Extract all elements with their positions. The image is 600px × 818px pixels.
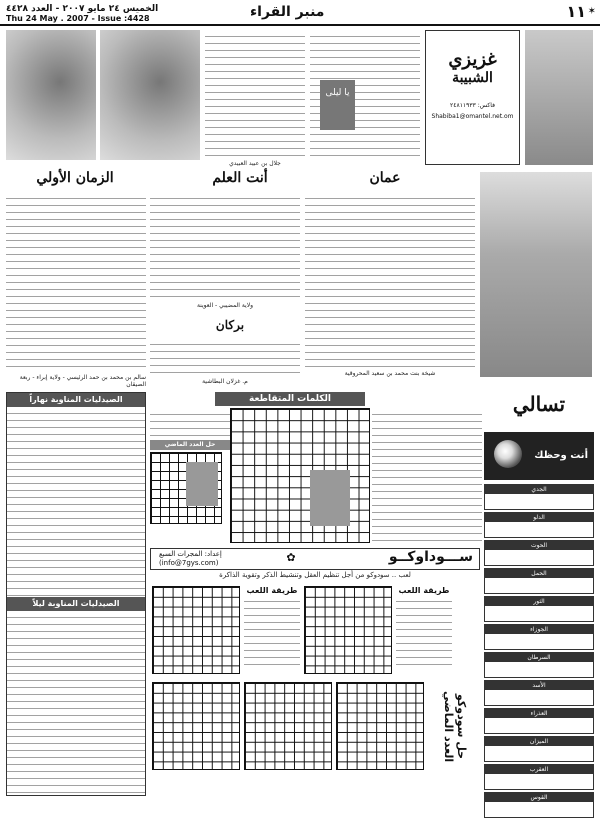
ghazzi-email: Shabiba1@omantel.net.om xyxy=(431,113,514,120)
horoscope-label: الجدي xyxy=(485,485,593,494)
horoscope-label: الأسد xyxy=(485,681,593,690)
zaman-text xyxy=(6,192,146,372)
pharmacy-day-title: الصيدليات المناوبة نهاراً xyxy=(7,393,145,407)
horoscope-athra xyxy=(484,708,594,734)
date-english: Thu 24 May . 2007 - Issue :4428 xyxy=(6,14,150,23)
ghazzi-box xyxy=(425,30,520,165)
photo-tree-right xyxy=(100,30,200,160)
ghazzi-fax: فاكس: ٢٤٨١١٩٣٣ xyxy=(450,102,495,109)
zaman-author: سالم بن محمد بن حمد الرئيسي - ولاية إبراء - ربعة الصيقان xyxy=(19,374,146,388)
ghazzi-image xyxy=(525,30,593,165)
horoscope-label: الجوزاء xyxy=(485,625,593,634)
horoscope-label: الثور xyxy=(485,597,593,606)
crossword-solution-title: حل العدد الماضي xyxy=(150,440,230,450)
crossword-title: الكلمات المتقاطعة xyxy=(215,392,365,406)
pharmacy-night-list xyxy=(7,611,145,795)
sudoku-method-label-2: طريقة اللعب xyxy=(398,586,450,595)
horoscope-jadi xyxy=(484,484,594,510)
sudoku-method-label-1: طريقة اللعب xyxy=(246,586,298,595)
sudoku-method-2 xyxy=(396,586,452,674)
sudoku-grid-1[interactable] xyxy=(152,586,240,674)
leila-badge xyxy=(320,80,355,130)
zaman-title: الزمان الأولي xyxy=(36,170,114,186)
horoscope-label: القوس xyxy=(485,793,593,802)
sudoku-logo-icon: ✿ xyxy=(286,551,296,564)
horoscope-asad xyxy=(484,680,594,706)
tasali-sub: أنت وحظك xyxy=(534,450,588,461)
fort-image xyxy=(480,172,592,377)
sudoku-method-1 xyxy=(244,586,300,674)
horoscope-mizan xyxy=(484,736,594,762)
crossword-clues-right xyxy=(372,408,482,543)
ghazzi-subtitle: الشبيبة xyxy=(452,70,493,86)
you-author: ولاية المضيبي - العوينة xyxy=(196,302,254,309)
sudoku-method-text-2 xyxy=(396,595,452,671)
oman-author: شيخة بنت محمد بن سعيد المحروقية xyxy=(344,370,436,377)
horoscope-label: الدلو xyxy=(485,513,593,522)
section-title: منبر القراء xyxy=(250,4,325,20)
horoscope-label: السرطان xyxy=(485,653,593,662)
pharmacy-night-title: الصيدليات المناوبة ليلاً xyxy=(7,597,145,611)
moon-icon xyxy=(494,440,522,468)
star-icon: ✶ xyxy=(587,6,596,17)
sudoku-prep: إعداد: المجرات السبع xyxy=(159,550,222,558)
horoscope-column xyxy=(484,484,594,801)
sudoku-grid-2[interactable] xyxy=(304,586,392,674)
oman-text xyxy=(305,192,475,368)
volcano-author: م. غزلان البطاشية xyxy=(202,378,248,385)
horoscope-aqrab xyxy=(484,764,594,790)
horoscope-label: الحوت xyxy=(485,541,593,550)
sudoku-tagline: لعب .. سودوكو من أجل تنظيم العقل وتنشيط الذكر وتقوية الذاكرة xyxy=(219,571,411,579)
horoscope-label: العذراء xyxy=(485,709,593,718)
sudoku-method-text-1 xyxy=(244,595,300,671)
page-number: ١١ xyxy=(566,2,586,21)
you-title: أنت العلم xyxy=(212,170,268,186)
horoscope-saratan xyxy=(484,652,594,678)
sudoku-email: (info@7gys.com) xyxy=(159,559,219,567)
leila-tagline: يا ليلى xyxy=(325,88,350,98)
volcano-title: بركان xyxy=(215,318,245,332)
portrait-crossword xyxy=(310,470,350,526)
sudoku-header xyxy=(150,548,480,570)
horoscope-thawr xyxy=(484,596,594,622)
oman-title: عمان xyxy=(369,170,401,186)
horoscope-haml xyxy=(484,568,594,594)
horoscope-dalw xyxy=(484,512,594,538)
sudoku-grid-3[interactable] xyxy=(152,682,240,770)
horoscope-label: الميزان xyxy=(485,737,593,746)
side-poem-author: جلال بن عبيد العبيدي xyxy=(229,160,281,167)
sudoku-grid-5[interactable] xyxy=(336,682,424,770)
ghazzi-title: غزيزي xyxy=(448,49,497,70)
sudoku-grid-4[interactable] xyxy=(244,682,332,770)
side-poem-text xyxy=(205,30,305,160)
tasali-title: تسالي xyxy=(512,392,566,416)
you-text xyxy=(150,192,300,302)
masthead-date xyxy=(6,4,158,23)
pharmacy-box xyxy=(6,392,146,796)
page-header xyxy=(0,0,600,26)
volcano-text xyxy=(150,338,300,376)
tasali-banner xyxy=(484,432,594,480)
horoscope-label: العقرب xyxy=(485,765,593,774)
sudoku-title: ســـوداوكــو xyxy=(388,549,473,565)
horoscope-label: الحمل xyxy=(485,569,593,578)
horoscope-qaws xyxy=(484,792,594,818)
horoscope-jawza xyxy=(484,624,594,650)
photo-tree-left xyxy=(6,30,96,160)
portrait-solution xyxy=(186,462,218,506)
date-arabic: الخميس ٢٤ مايو ٢٠٠٧ - العدد ٤٤٢٨ xyxy=(6,4,159,14)
sudoku-solution-side: حل سودوكو العدد الماضي xyxy=(442,691,468,763)
horoscope-hoot xyxy=(484,540,594,566)
pharmacy-day-list xyxy=(7,407,145,597)
